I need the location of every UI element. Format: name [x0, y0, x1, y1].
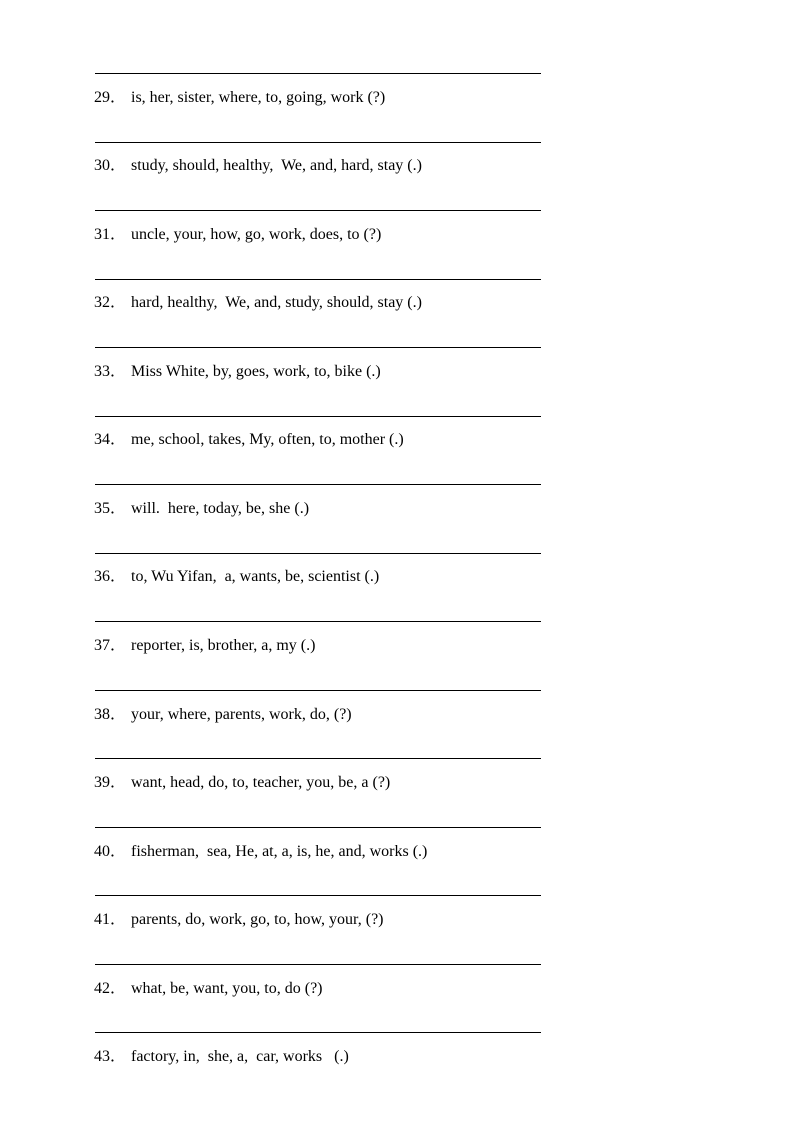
- question-number: 41．: [94, 911, 127, 928]
- answer-line: [95, 964, 541, 965]
- answer-line: [95, 895, 541, 896]
- question-number: 43．: [94, 1048, 127, 1065]
- question-38: [94, 704, 352, 726]
- question-number: 42．: [94, 980, 127, 997]
- question-words: reporter, is, brother, a, my (.): [131, 637, 316, 654]
- question-31: [94, 224, 381, 246]
- question-41: [94, 909, 384, 931]
- answer-line: [95, 758, 541, 759]
- answer-line: [95, 690, 541, 691]
- answer-line: [95, 1032, 541, 1033]
- question-33: [94, 361, 381, 383]
- answer-line: [95, 553, 541, 554]
- answer-line: [95, 484, 541, 485]
- question-number: 37．: [94, 637, 127, 654]
- question-number: 36．: [94, 568, 127, 585]
- answer-line: [95, 142, 541, 143]
- question-words: want, head, do, to, teacher, you, be, a (?): [131, 774, 391, 791]
- question-words: what, be, want, you, to, do (?): [131, 980, 323, 997]
- question-number: 39．: [94, 774, 127, 791]
- question-number: 38．: [94, 706, 127, 723]
- question-number: 34．: [94, 431, 127, 448]
- answer-line: [95, 279, 541, 280]
- answer-line: [95, 347, 541, 348]
- answer-line: [95, 621, 541, 622]
- question-39: [94, 772, 390, 794]
- question-number: 33．: [94, 363, 127, 380]
- question-43: [94, 1046, 349, 1068]
- question-words: is, her, sister, where, to, going, work (?): [131, 89, 386, 106]
- question-words: factory, in, she, a, car, works (.): [131, 1048, 349, 1065]
- question-words: will. here, today, be, she (.): [131, 500, 310, 517]
- question-42: [94, 978, 323, 1000]
- question-number: 30．: [94, 157, 127, 174]
- question-number: 40．: [94, 843, 127, 860]
- question-35: [94, 498, 309, 520]
- answer-line: [95, 73, 541, 74]
- question-words: your, where, parents, work, do, (?): [131, 706, 352, 723]
- question-words: Miss White, by, goes, work, to, bike (.): [131, 363, 381, 380]
- question-30: [94, 155, 422, 177]
- question-words: parents, do, work, go, to, how, your, (?): [131, 911, 384, 928]
- answer-line: [95, 210, 541, 211]
- answer-line: [95, 416, 541, 417]
- answer-line: [95, 827, 541, 828]
- question-34: [94, 429, 404, 451]
- question-words: to, Wu Yifan, a, wants, be, scientist (.): [131, 568, 380, 585]
- question-40: [94, 841, 427, 863]
- question-number: 35．: [94, 500, 127, 517]
- question-number: 29．: [94, 89, 127, 106]
- question-words: study, should, healthy, We, and, hard, stay (.): [131, 157, 422, 174]
- question-words: me, school, takes, My, often, to, mother (.): [131, 431, 404, 448]
- question-36: [94, 566, 379, 588]
- question-words: uncle, your, how, go, work, does, to (?): [131, 226, 382, 243]
- question-32: [94, 292, 422, 314]
- question-37: [94, 635, 315, 657]
- question-29: [94, 87, 385, 109]
- question-number: 32．: [94, 294, 127, 311]
- question-words: hard, healthy, We, and, study, should, stay (.): [131, 294, 422, 311]
- question-words: fisherman, sea, He, at, a, is, he, and, works (.): [131, 843, 428, 860]
- question-number: 31．: [94, 226, 127, 243]
